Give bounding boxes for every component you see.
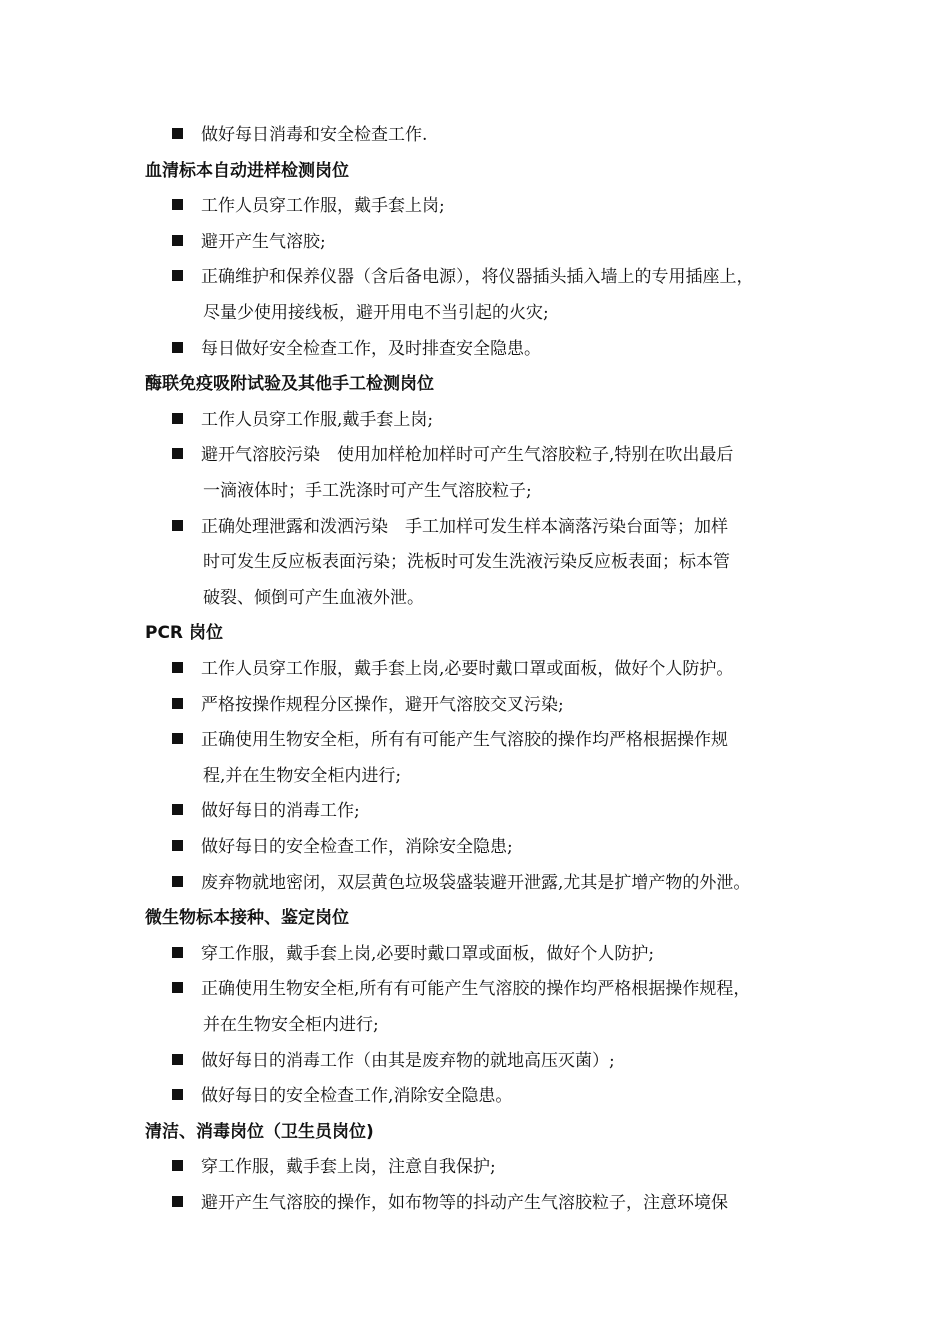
list-item-text: 穿工作服，戴手套上岗,必要时戴口罩或面板，做好个人防护; <box>201 944 655 964</box>
list-item-text: 工作人员穿工作服，戴手套上岗,必要时戴口罩或面板，做好个人防护。 <box>201 659 734 679</box>
list-item-text: 避开气溶胶污染 使用加样枪加样时可产生气溶胶粒子,特别在吹出最后 <box>201 445 734 465</box>
list-item <box>172 836 513 858</box>
list-item <box>172 266 754 288</box>
list-item <box>172 943 654 965</box>
list-item <box>172 1050 615 1072</box>
square-bullet-icon <box>172 128 183 139</box>
list-item-continuation: 一滴液体时；手工洗涤时可产生气溶胶粒子; <box>203 481 532 501</box>
square-bullet-icon <box>172 413 183 424</box>
square-bullet-icon <box>172 947 183 958</box>
square-bullet-icon <box>172 235 183 246</box>
square-bullet-icon <box>172 982 183 993</box>
list-item-text: 正确维护和保养仪器（含后备电源），将仪器插头插入墙上的专用插座上， <box>201 267 754 287</box>
list-item-continuation: 时可发生反应板表面污染；洗板时可发生洗液污染反应板表面；标本管 <box>203 552 730 572</box>
list-item-text: 正确使用生物安全柜,所有有可能产生气溶胶的操作均严格根据操作规程， <box>201 979 751 999</box>
square-bullet-icon <box>172 1054 183 1065</box>
list-item-text: 每日做好安全检查工作，及时排查安全隐患。 <box>201 339 541 359</box>
list-item-text: 正确处理泄露和泼洒污染 手工加样可发生样本滴落污染台面等；加样 <box>201 517 728 537</box>
list-item <box>172 409 433 431</box>
square-bullet-icon <box>172 840 183 851</box>
list-item-text: 做好每日的安全检查工作，消除安全隐患; <box>201 837 513 857</box>
list-item <box>172 658 733 680</box>
list-item-text: 工作人员穿工作服,戴手套上岗; <box>201 410 434 430</box>
section-heading: 酶联免疫吸附试验及其他手工检测岗位 <box>145 374 434 394</box>
list-item <box>172 231 326 253</box>
section-heading: 血清标本自动进样检测岗位 <box>145 161 349 181</box>
square-bullet-icon <box>172 804 183 815</box>
list-item-continuation: 破裂、倾倒可产生血液外泄。 <box>203 588 424 608</box>
list-item <box>172 195 445 217</box>
square-bullet-icon <box>172 342 183 353</box>
list-item-text: 避开产生气溶胶的操作，如布物等的抖动产生气溶胶粒子，注意环境保 <box>201 1193 728 1213</box>
list-item <box>172 800 360 822</box>
list-item-text: 工作人员穿工作服，戴手套上岗; <box>201 196 445 216</box>
list-item <box>172 694 564 716</box>
square-bullet-icon <box>172 698 183 709</box>
list-item <box>172 872 750 894</box>
square-bullet-icon <box>172 733 183 744</box>
square-bullet-icon <box>172 199 183 210</box>
list-item-text: 做好每日消毒和安全检查工作. <box>201 125 428 145</box>
list-item-continuation: 并在生物安全柜内进行; <box>203 1015 379 1035</box>
list-item-text: 正确使用生物安全柜，所有有可能产生气溶胶的操作均严格根据操作规 <box>201 730 728 750</box>
section-heading: PCR 岗位 <box>145 623 223 643</box>
square-bullet-icon <box>172 662 183 673</box>
list-item-text: 做好每日的安全检查工作,消除安全隐患。 <box>201 1086 513 1106</box>
list-item <box>172 1085 512 1107</box>
list-item <box>172 978 750 1000</box>
list-item <box>172 124 427 146</box>
square-bullet-icon <box>172 270 183 281</box>
list-item-text: 穿工作服，戴手套上岗，注意自我保护; <box>201 1157 496 1177</box>
list-item-text: 严格按操作规程分区操作，避开气溶胶交叉污染; <box>201 695 564 715</box>
square-bullet-icon <box>172 876 183 887</box>
list-item <box>172 1156 496 1178</box>
list-item <box>172 444 733 466</box>
square-bullet-icon <box>172 1160 183 1171</box>
section-heading: 微生物标本接种、鉴定岗位 <box>145 908 349 928</box>
list-item <box>172 1192 728 1214</box>
list-item-text: 做好每日的消毒工作（由其是废弃物的就地高压灭菌）; <box>201 1051 615 1071</box>
list-item <box>172 516 728 538</box>
list-item <box>172 338 541 360</box>
list-item-text: 做好每日的消毒工作; <box>201 801 360 821</box>
square-bullet-icon <box>172 448 183 459</box>
list-item-continuation: 程,并在生物安全柜内进行; <box>203 766 402 786</box>
square-bullet-icon <box>172 520 183 531</box>
list-item-continuation: 尽量少使用接线板，避开用电不当引起的火灾; <box>203 303 549 323</box>
section-heading: 清洁、消毒岗位（卫生员岗位) <box>145 1122 374 1142</box>
square-bullet-icon <box>172 1196 183 1207</box>
list-item-text: 废弃物就地密闭，双层黄色垃圾袋盛装避开泄露,尤其是扩增产物的外泄。 <box>201 873 751 893</box>
square-bullet-icon <box>172 1089 183 1100</box>
list-item <box>172 729 728 751</box>
list-item-text: 避开产生气溶胶; <box>201 232 326 252</box>
